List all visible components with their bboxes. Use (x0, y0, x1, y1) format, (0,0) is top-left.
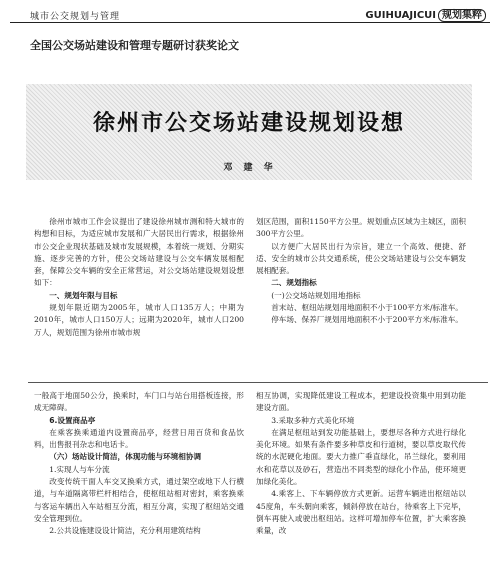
paragraph: 以方便广大居民出行为宗旨，建立一个高效、便捷、舒适、安全的城市公共交通系统，使公交场站建设与公交车辆发展相配套。 (256, 241, 466, 276)
paragraph: 徐州市城市工作会议提出了建设徐州城市测和特大城市的构想和目标，为适应城市发展和广大居民出行需求，根据徐州市公交企业现状基础及城市发展规模，本着统一规划、分期实施、逐步完善的方针，使公交场站建设与公交车辆发展相配套，保障公交车辆的安全正常营运，对公交场站建设规划设想如下： (34, 217, 244, 288)
section-heading: 二、规划指标 (271, 278, 317, 288)
subsection-heading: 1.实现人与车分流 (49, 464, 110, 474)
column-top-left (34, 216, 244, 339)
running-header-brand (365, 6, 486, 21)
subsection-heading: （六）场站设计简洁，体现功能与环境相协调 (49, 452, 202, 462)
article-title: 徐州市公交场站建设规划设想 (92, 111, 405, 136)
paragraph: 一般高于地面50公分，换乘时，车门口与站台用搭板连接，形成无障碍。 (34, 391, 244, 413)
paragraph: 在满足枢纽站到发功能基础上，要想尽各种方式进行绿化美化环境。如果有条件要多种草皮和行道树，要以草皮取代传统的水泥硬化地面。要大力推广垂直绿化，吊兰绿化，要利用水和花草以及砂石，营造出不同类型的绿化小作品，使环境更加绿化美化。 (256, 427, 466, 487)
subsection-heading: 6.设置商品亭 (49, 415, 96, 425)
running-header-section: 城市公交规划与管理 (30, 12, 121, 22)
paragraph: 停车场、保养厂规划用地面积不小于200平方米/标准车。 (271, 315, 463, 325)
paragraph: 改变传统干面人车交叉换乘方式，通过架空或地下人行横道，与车道隔离带栏杆相结合，使枢纽站相对密封，乘客换乘与客运车辆出入车站相互分流，相互分离，实现了枢纽站交通安全管理到位。 (34, 477, 244, 523)
column-separator (28, 382, 488, 383)
column-bottom-right (256, 390, 466, 538)
column-top-right (256, 216, 466, 327)
column-bottom-left (34, 390, 244, 538)
header-rule (10, 22, 490, 23)
article-author: 邓 建 华 (223, 163, 277, 173)
paragraph: 在乘客换乘通道内设置商品亭，经营日用百货和食品饮料，出售报刊杂志和电话卡。 (34, 427, 244, 450)
paragraph: 4.乘客上、下车辆停放方式更新。运营车辆进出枢纽站以45度角，车头朝向乘客，倾斜停放在站台，待乘客上下完毕，倒车再驶入或驶出枢纽站。这样可增加停车位置，扩大乘客换乘量，改 (256, 489, 466, 536)
subsection-heading: (一)公交场站规划用地指标 (271, 290, 361, 300)
paragraph: 2.公共设施建设设计简洁，充分利用建筑结构 (49, 526, 201, 536)
paragraph: 首末站、枢纽站规划用地面积不小于100平方米/标准车。 (271, 303, 463, 313)
paragraph: 划区范围，面积1150平方公里。规划重点区域为主城区，面积300平方公里。 (256, 217, 466, 239)
brand-box: 规划集粹 (438, 9, 486, 22)
paragraph: 相互协调，实现降低建设工程成本，把建设投资集中用到功能建设方面。 (256, 391, 466, 413)
paragraph: 规划年限近期为2005年，城市人口135万人；中期为2010年，城市人口150万人；远期为2020年，城市人口200万人，规划范围为徐州市城市规 (34, 303, 244, 337)
subsection-heading: 3.采取多种方式美化环境 (271, 415, 355, 425)
article-subtitle: 全国公交场站建设和管理专题研讨获奖论文 (30, 39, 239, 52)
section-heading: 一、规划年限与目标 (49, 290, 118, 300)
brand-text: GUIHUAJICUI (365, 10, 436, 21)
